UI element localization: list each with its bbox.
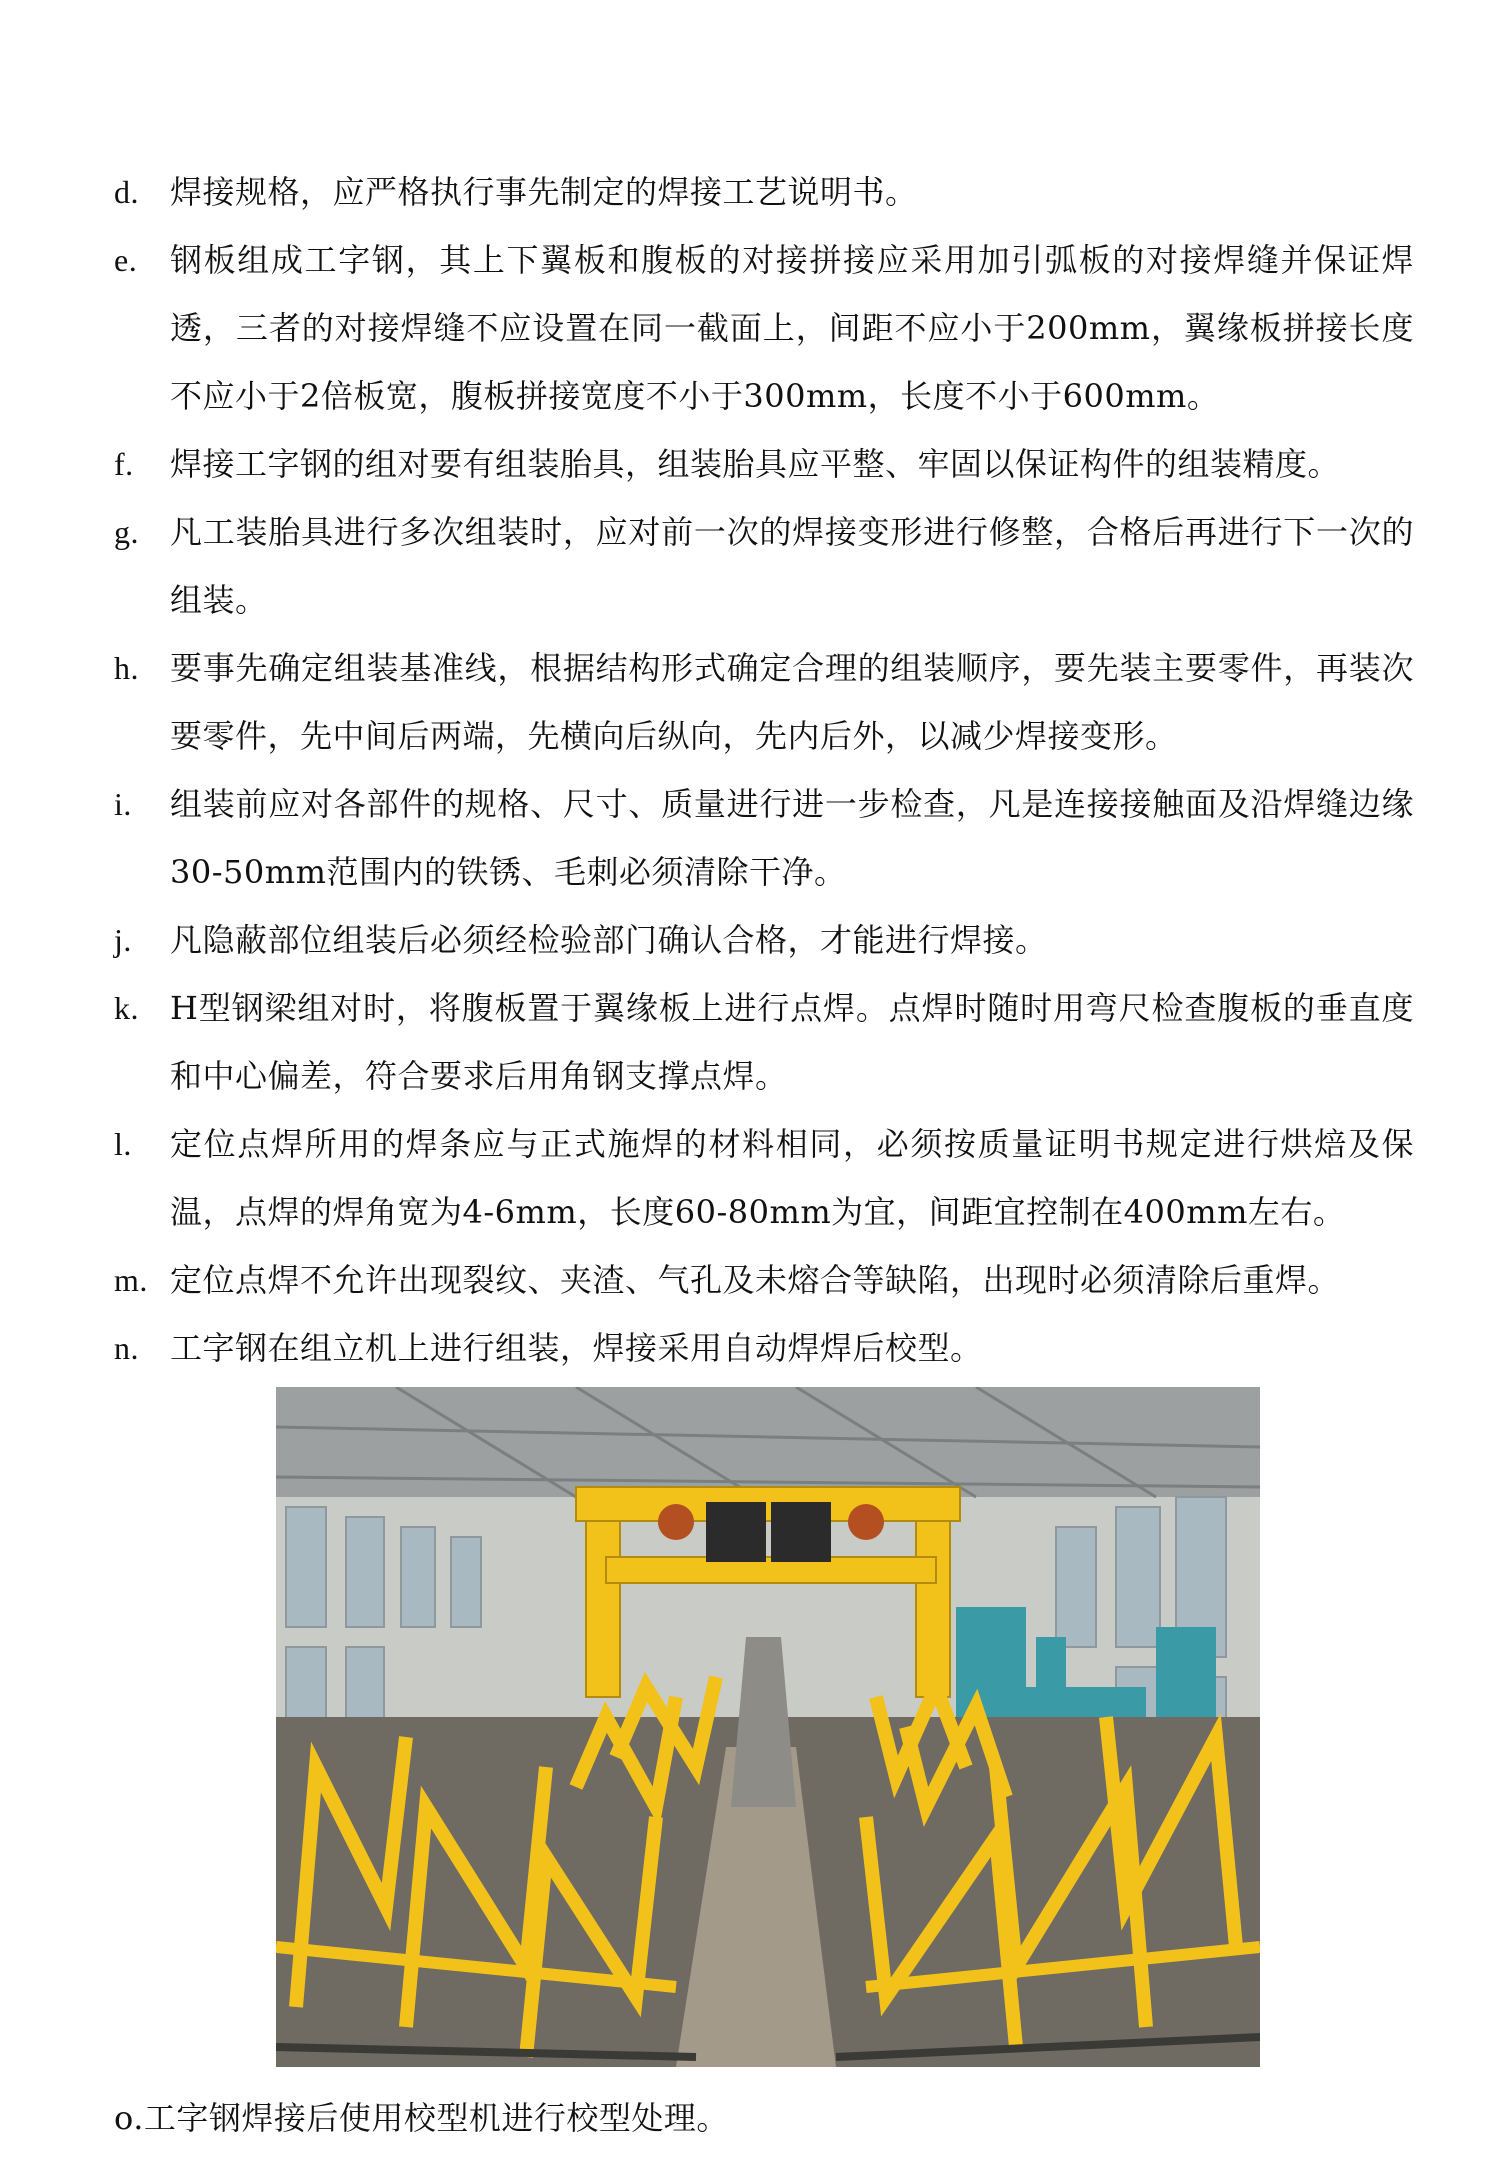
list-item-text: 定位点焊不允许出现裂纹、夹渣、气孔及未熔合等缺陷，出现时必须清除后重焊。 (170, 1261, 1341, 1299)
list-marker: i. (114, 786, 132, 822)
list-item-e (114, 226, 1414, 430)
list-item-text: 定位点焊所用的焊条应与正式施焊的材料相同，必须按质量证明书规定进行烘焙及保温，点焊的焊角宽为4-6mm，长度60-80mm为宜，间距宜控制在400mm左右。 (170, 1125, 1414, 1231)
list-item-text: 凡隐蔽部位组装后必须经检验部门确认合格，才能进行焊接。 (170, 921, 1048, 959)
list-item-d (114, 158, 1414, 226)
list-item-h (114, 634, 1414, 770)
list-marker: k. (114, 990, 139, 1026)
list-marker: d. (114, 174, 139, 210)
list-item-m (114, 1246, 1414, 1314)
welding-workshop-photo (276, 1387, 1260, 2067)
list-item-text: H型钢梁组对时，将腹板置于翼缘板上进行点焊。点焊时随时用弯尺检查腹板的垂直度和中心偏差，符合要求后用角钢支撑点焊。 (170, 989, 1414, 1095)
list-marker: m. (114, 1262, 148, 1298)
list-item-i (114, 770, 1414, 906)
list-item-l (114, 1110, 1414, 1246)
list-marker: l. (114, 1126, 132, 1162)
list-item-j (114, 906, 1414, 974)
list-item-f (114, 430, 1414, 498)
list-item-text: 凡工装胎具进行多次组装时，应对前一次的焊接变形进行修整，合格后再进行下一次的组装。 (170, 513, 1414, 619)
list-marker: n. (114, 1330, 139, 1366)
list-marker: e. (114, 242, 138, 278)
list-item-text: 焊接工字钢的组对要有组装胎具，组装胎具应平整、牢固以保证构件的组装精度。 (170, 445, 1341, 483)
list-marker: h. (114, 650, 139, 686)
list-item-text: 组装前应对各部件的规格、尺寸、质量进行进一步检查，凡是连接接触面及沿焊缝边缘30-50mm范围内的铁锈、毛刺必须清除干净。 (170, 785, 1414, 891)
requirements-list (114, 158, 1414, 1382)
list-item-k (114, 974, 1414, 1110)
list-item-n (114, 1314, 1414, 1382)
list-item-g (114, 498, 1414, 634)
list-marker: f. (114, 446, 134, 482)
list-item-text: 钢板组成工字钢，其上下翼板和腹板的对接拼接应采用加引弧板的对接焊缝并保证焊透，三者的对接焊缝不应设置在同一截面上，间距不应小于200mm，翼缘板拼接长度不应小于2倍板宽，腹板拼接宽度不小于300mm，长度不小于600mm。 (170, 241, 1414, 415)
photo-caption: o.工字钢焊接后使用校型机进行校型处理。 (114, 2099, 729, 2137)
list-marker: j. (114, 922, 132, 958)
list-item-text: 焊接规格，应严格执行事先制定的焊接工艺说明书。 (170, 173, 918, 211)
list-item-text: 工字钢在组立机上进行组装，焊接采用自动焊焊后校型。 (170, 1329, 983, 1367)
list-marker: g. (114, 514, 139, 550)
list-item-text: 要事先确定组装基准线，根据结构形式确定合理的组装顺序，要先装主要零件，再装次要零件，先中间后两端，先横向后纵向，先内后外，以减少焊接变形。 (170, 649, 1414, 755)
